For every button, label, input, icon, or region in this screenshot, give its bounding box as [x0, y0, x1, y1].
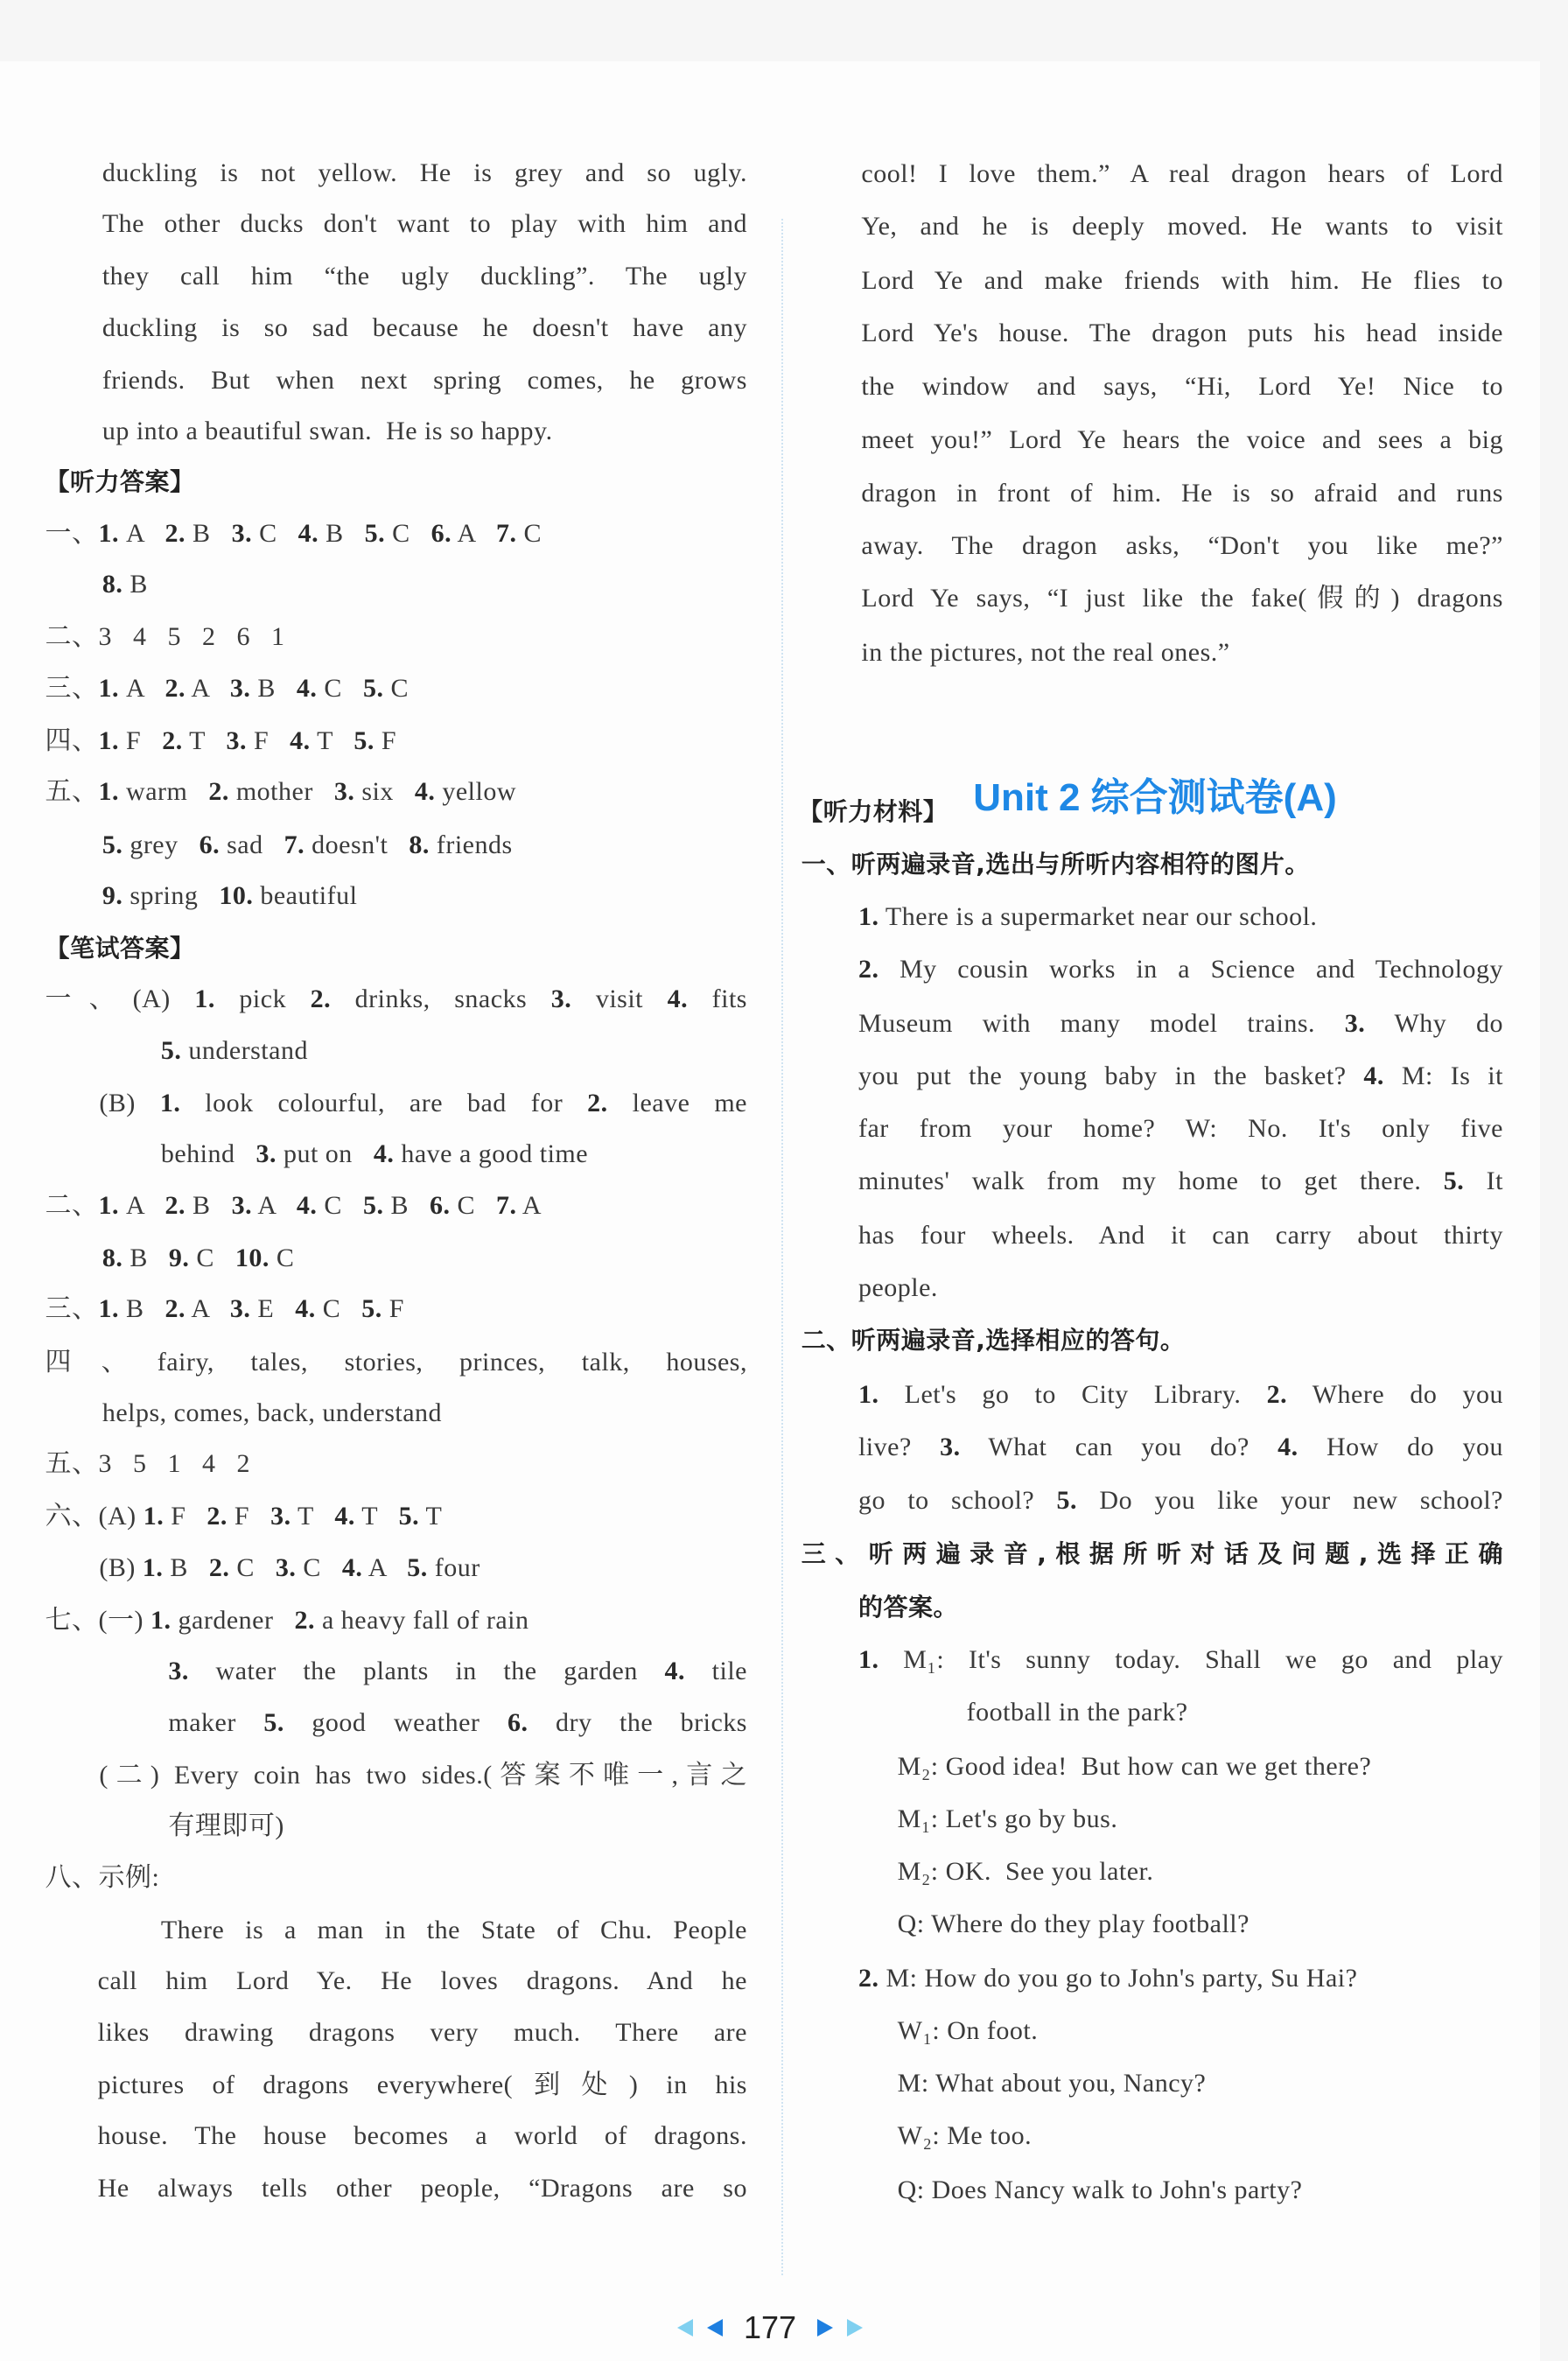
text-line: people.: [858, 1273, 938, 1303]
prev-arrow-icon: [707, 2319, 723, 2336]
text-line: in the pictures, not the real ones.”: [861, 637, 1230, 667]
text-line: (二) Every coin has two sides.(答案不唯一,言之: [99, 1760, 747, 1790]
text-line: has four wheels. And it can carry about thirty: [858, 1221, 1503, 1251]
text-line: 四、fairy, tales, stories, princes, talk, houses,: [45, 1347, 747, 1377]
page-number: 177: [743, 2309, 797, 2346]
text-line: 5. grey 6. sad 7. doesn't 8. friends: [102, 830, 513, 859]
text-line: they call him “the ugly duckling”. The ugly: [102, 262, 747, 291]
text-line: 8. B 9. C 10. C: [102, 1243, 295, 1272]
text-line: (B) 1. B 2. C 3. C 4. A 5. four: [99, 1552, 480, 1582]
text-line: maker 5. good weather 6. dry the bricks: [168, 1707, 747, 1737]
text-line: dragon in front of him. He is so afraid and runs: [861, 478, 1503, 508]
text-line: far from your home? W: No. It's only five: [858, 1114, 1503, 1144]
text-line: M₂: Good idea! But how can we get there?: [897, 1751, 1372, 1781]
text-line: (B) 1. look colourful, are bad for 2. leave me: [99, 1089, 747, 1117]
text-line: 三、1. A 2. A 3. B 4. C 5. C: [45, 673, 409, 703]
text-line: 1. M₁: It's sunny today. Shall we go and play: [858, 1644, 1503, 1674]
text-line: M: What about you, Nancy?: [897, 2069, 1207, 2098]
text-line: 1. Let's go to City Library. 2. Where do you: [858, 1380, 1503, 1410]
text-line: 一、(A) 1. pick 2. drinks, snacks 3. visit 4. fits: [45, 984, 747, 1014]
text-line: you put the young baby in the basket? 4. M: Is it: [858, 1061, 1503, 1091]
text-line: M₂: OK. See you later.: [897, 1856, 1154, 1886]
text-line: 8. B: [102, 570, 148, 599]
text-line: 3. water the plants in the garden 4. tile: [168, 1657, 747, 1686]
text-line: away. The dragon asks, “Don't you like me?”: [861, 530, 1503, 560]
text-line: 9. spring 10. beautiful: [102, 880, 358, 910]
text-line: duckling is not yellow. He is grey and so ugly.: [102, 158, 747, 187]
text-line: 五、3 5 1 4 2: [45, 1449, 251, 1479]
text-line: friends. But when next spring comes, he grows: [102, 365, 747, 395]
text-line: 三、1. B 2. A 3. E 4. C 5. F: [45, 1294, 404, 1324]
text-line: There is a man in the State of Chu. People: [160, 1915, 747, 1944]
text-line: behind 3. put on 4. have a good time: [160, 1139, 589, 1169]
text-line: Lord Ye and make friends with him. He flies to: [861, 266, 1503, 296]
text-line: minutes' walk from my home to get there. 5. It: [858, 1166, 1503, 1196]
text-line: 五、1. warm 2. mother 3. six 4. yellow: [45, 777, 516, 807]
section-heading: 【听力答案】: [45, 467, 195, 497]
text-line: up into a beautiful swan. He is so happy.: [102, 417, 553, 446]
section-heading: 二、听两遍录音,选择相应的答句。: [801, 1326, 1186, 1356]
column-divider: [781, 219, 783, 2275]
text-line: M₁: Let's go by bus.: [897, 1804, 1118, 1833]
text-line: 一、1. A 2. B 3. C 4. B 5. C 6. A 7. C: [45, 518, 542, 548]
section-title: Unit 2 综合测试卷(A): [973, 776, 1337, 819]
text-line: 有理即可): [168, 1811, 284, 1841]
page-footer: [0, 2301, 1540, 2354]
text-line: 八、示例:: [45, 1862, 160, 1892]
text-line: 1. There is a supermarket near our school.: [858, 901, 1318, 931]
text-line: Q: Where do they play football?: [897, 1909, 1250, 1939]
text-line: duckling is so sad because he doesn't have any: [102, 312, 747, 342]
text-line: Lord Ye says, “I just like the fake(假的) dragons: [861, 583, 1503, 613]
text-line: cool! I love them.” A real dragon hears of Lord: [861, 159, 1503, 189]
section-heading: 【笔试答案】: [45, 934, 195, 963]
book-page: [0, 61, 1540, 2361]
text-line: 二、1. A 2. B 3. A 4. C 5. B 6. C 7. A: [45, 1190, 542, 1220]
prev-arrow-light-icon: [677, 2319, 693, 2336]
text-line: 2. M: How do you go to John's party, Su Hai?: [858, 1963, 1358, 1993]
section-heading: 【听力材料】: [798, 796, 948, 826]
text-line: 七、(一) 1. gardener 2. a heavy fall of rain: [45, 1606, 529, 1635]
text-line: Lord Ye's house. The dragon puts his head inside: [861, 319, 1503, 348]
text-line: W₁: On foot.: [897, 2016, 1039, 2046]
text-line: helps, comes, back, understand: [102, 1398, 443, 1427]
text-line: He always tells other people, “Dragons are so: [97, 2174, 747, 2203]
text-line: house. The house becomes a world of dragons.: [97, 2121, 747, 2151]
text-line: The other ducks don't want to play with him and: [102, 208, 747, 238]
text-line: pictures of dragons everywhere(到处) in his: [97, 2070, 747, 2099]
text-line: live? 3. What can you do? 4. How do you: [858, 1433, 1503, 1462]
section-heading: 三、听两遍录音,根据所听对话及问题,选择正确: [801, 1539, 1503, 1569]
text-line: call him Lord Ye. He loves dragons. And he: [97, 1966, 747, 1996]
text-line: 六、(A) 1. F 2. F 3. T 4. T 5. T: [45, 1502, 443, 1531]
text-line: Museum with many model trains. 3. Why do: [858, 1008, 1503, 1038]
section-heading: 一、听两遍录音,选出与所听内容相符的图片。: [801, 849, 1310, 879]
text-line: go to school? 5. Do you like your new school?: [858, 1485, 1503, 1515]
text-line: 2. My cousin works in a Science and Technology: [858, 955, 1503, 984]
text-line: the window and says, “Hi, Lord Ye! Nice to: [861, 371, 1503, 401]
text-line: 5. understand: [160, 1035, 308, 1065]
text-line: W₂: Me too.: [897, 2121, 1032, 2151]
text-line: likes drawing dragons very much. There are: [97, 2017, 747, 2047]
text-line: football in the park?: [966, 1697, 1188, 1727]
text-line: Q: Does Nancy walk to John's party?: [897, 2175, 1303, 2205]
text-line: meet you!” Lord Ye hears the voice and sees a big: [861, 425, 1503, 455]
text-line: Ye, and he is deeply moved. He wants to visit: [861, 212, 1503, 242]
next-arrow-icon: [817, 2319, 833, 2336]
next-arrow-light-icon: [847, 2319, 863, 2336]
text-line: 二、3 4 5 2 6 1: [45, 622, 285, 652]
text-line: 四、1. F 2. T 3. F 4. T 5. F: [45, 725, 397, 755]
section-heading: 的答案。: [858, 1592, 958, 1622]
